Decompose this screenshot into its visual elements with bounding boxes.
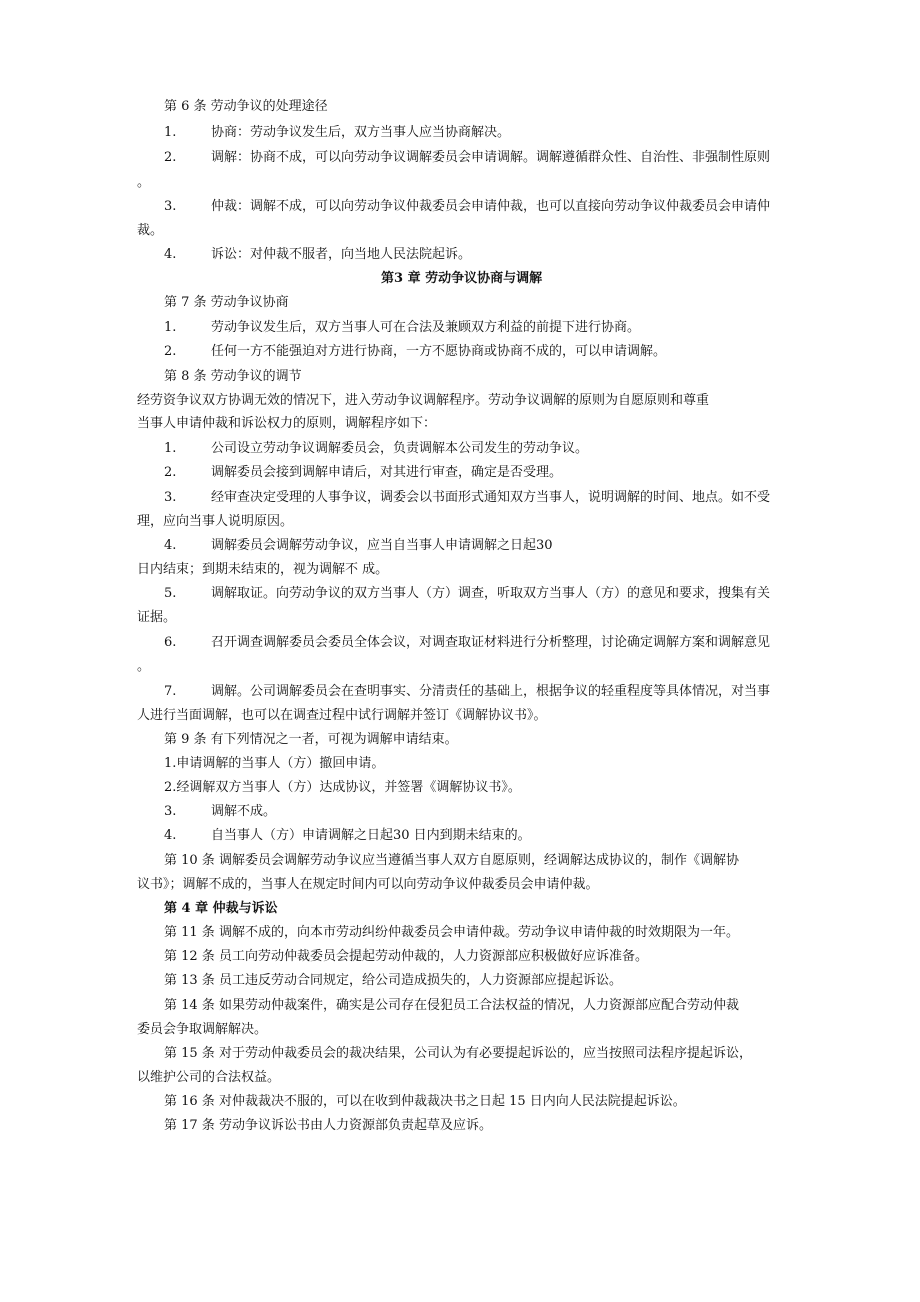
article-8-item-7-cont: 人进行当面调解，也可以在调查过程中试行调解并签订《调解协议书》。 [137, 708, 547, 723]
article-6-item-2: 调解：协商不成，可以向劳动争议调解委员会申请调解。调解遵循群众性、自治性、非强制性原则 [211, 150, 771, 165]
article-17: 第 17 条 劳动争议诉讼书由人力资源部负责起草及应诉。 [164, 1118, 492, 1133]
article-6-item-1: 协商：劳动争议发生后，双方当事人应当协商解决。 [211, 125, 511, 140]
article-7-item-1: 劳动争议发生后，双方当事人可在合法及兼顾双方利益的前提下进行协商。 [211, 320, 641, 335]
list-number: 1. [164, 320, 177, 335]
list-number: 2. [164, 150, 177, 165]
article-13: 第 13 条 员工违反劳动合同规定，给公司造成损失的，人力资源部应提起诉讼。 [164, 973, 622, 988]
article-6-item-2-cont: 。 [137, 175, 151, 190]
article-8-item-5-cont: 证据。 [137, 610, 177, 625]
article-8-item-6: 召开调查调解委员会委员全体会议，对调查取证材料进行分析整理，讨论确定调解方案和调解意见 [211, 635, 771, 650]
list-number: 7. [164, 684, 177, 699]
article-8-intro-2: 当事人申请仲裁和诉讼权力的原则，调解程序如下： [137, 416, 437, 431]
article-8-item-2: 调解委员会接到调解申请后，对其进行审查，确定是否受理。 [211, 465, 563, 480]
article-15-cont: 以维护公司的合法权益。 [137, 1070, 281, 1085]
list-number: 3. [164, 199, 177, 214]
article-9-title: 第 9 条 有下列情况之一者，可视为调解申请结束。 [164, 732, 458, 747]
article-14-cont: 委员会争取调解解决。 [137, 1022, 268, 1037]
article-9-item-2: 2.经调解双方当事人（方）达成协议，并签署《调解协议书》。 [164, 780, 521, 795]
article-15: 第 15 条 对于劳动仲裁委员会的裁决结果，公司认为有必要提起诉讼的，应当按照司法程序提起诉讼， [164, 1046, 752, 1061]
article-8-item-4: 调解委员会调解劳动争议，应当自当事人申请调解之日起30 [211, 538, 553, 553]
chapter-3-heading: 第3 章 劳动争议协商与调解 [381, 271, 543, 286]
article-9-item-1: 1.申请调解的当事人（方）撤回申请。 [164, 756, 385, 771]
list-number: 2. [164, 465, 177, 480]
article-6-title: 第 6 条 劳动争议的处理途径 [164, 99, 328, 114]
article-7-item-2: 任何一方不能强迫对方进行协商，一方不愿协商或协商不成的，可以申请调解。 [211, 344, 667, 359]
chapter-4-heading: 第 4 章 仲裁与诉讼 [164, 901, 278, 916]
article-8-item-6-cont: 。 [137, 659, 151, 674]
article-16: 第 16 条 对仲裁裁决不服的，可以在收到仲裁裁决书之日起 15 日内向人民法院提起诉讼。 [164, 1094, 686, 1109]
list-number: 4. [164, 247, 177, 262]
article-8-intro-1: 经劳资争议双方协调无效的情况下，进入劳动争议调解程序。劳动争议调解的原则为自愿原则和尊重 [137, 393, 710, 408]
list-number: 4. [164, 828, 177, 843]
article-7-title: 第 7 条 劳动争议协商 [164, 295, 289, 310]
list-number: 3. [164, 490, 177, 505]
list-number: 6. [164, 635, 177, 650]
article-8-item-3-cont: 理，应向当事人说明原因。 [137, 514, 294, 529]
article-10: 第 10 条 调解委员会调解劳动争议应当遵循当事人双方自愿原则，经调解达成协议的，制作《调解协 [164, 853, 739, 868]
article-9-item-3: 调解不成。 [211, 804, 277, 819]
article-11: 第 11 条 调解不成的，向本市劳动纠纷仲裁委员会申请仲裁。劳动争议申请仲裁的时效期限为一年。 [164, 925, 739, 940]
list-number: 1. [164, 441, 177, 456]
article-9-item-4: 自当事人（方）申请调解之日起30 日内到期未结束的。 [211, 828, 531, 843]
article-8-title: 第 8 条 劳动争议的调节 [164, 369, 302, 384]
article-8-item-1: 公司设立劳动争议调解委员会，负责调解本公司发生的劳动争议。 [211, 441, 589, 456]
article-10-cont: 议书》；调解不成的，当事人在规定时间内可以向劳动争议仲裁委员会申请仲裁。 [137, 877, 599, 892]
article-14: 第 14 条 如果劳动仲裁案件，确实是公司存在侵犯员工合法权益的情况，人力资源部应配合劳动仲裁 [164, 998, 739, 1013]
article-8-item-3: 经审查决定受理的人事争议，调委会以书面形式通知双方当事人，说明调解的时间、地点。如不受 [211, 490, 771, 505]
article-6-item-4: 诉讼：对仲裁不服者，向当地人民法院起诉。 [211, 247, 472, 262]
article-6-item-3: 仲裁：调解不成，可以向劳动争议仲裁委员会申请仲裁，也可以直接向劳动争议仲裁委员会申请仲 [211, 199, 771, 214]
article-8-item-4-cont: 日内结束；到期未结束的，视为调解不 成。 [137, 562, 389, 577]
list-number: 2. [164, 344, 177, 359]
list-number: 5. [164, 586, 177, 601]
article-12: 第 12 条 员工向劳动仲裁委员会提起劳动仲裁的，人力资源部应积极做好应诉准备。 [164, 949, 648, 964]
list-number: 4. [164, 538, 177, 553]
list-number: 1. [164, 125, 177, 140]
list-number: 3. [164, 804, 177, 819]
article-6-item-3-cont: 裁。 [137, 223, 164, 238]
article-8-item-7: 调解。公司调解委员会在查明事实、分清责任的基础上，根据争议的轻重程度等具体情况，对当事 [211, 684, 771, 699]
article-8-item-5: 调解取证。向劳动争议的双方当事人（方）调查，听取双方当事人（方）的意见和要求，搜集有关 [211, 586, 771, 601]
